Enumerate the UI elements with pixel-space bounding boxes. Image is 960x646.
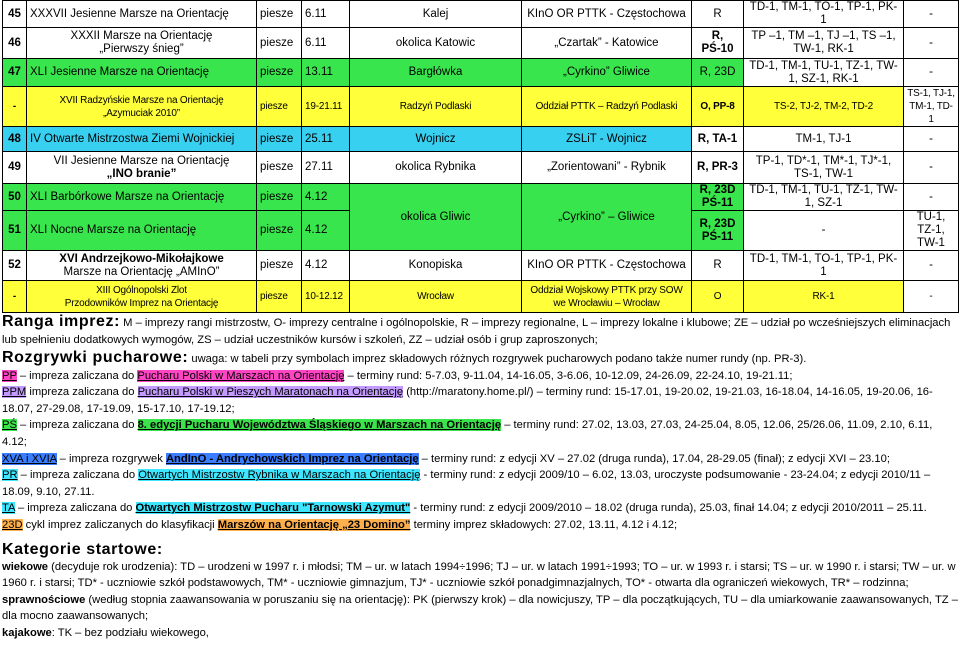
event-date: 10-12.12 bbox=[302, 281, 350, 313]
ps-text-a: – impreza zaliczana do bbox=[16, 419, 138, 432]
event-number: 46 bbox=[3, 28, 27, 59]
kajakowe-line bbox=[2, 625, 958, 642]
event-type: piesze bbox=[257, 211, 302, 251]
event-name: IV Otwarte Mistrzostwa Ziemi Wojnickiej bbox=[27, 127, 257, 152]
pr-name: Otwartych Mistrzostw Rybnika w Marszach na Orientację bbox=[138, 469, 421, 482]
ppm-text-b: (http://maratony.home.pl/) – terminy rund: 15-17.01, 19-20.02, 19-21.03, 16-18.04, 14-16.05, 19-20.06, 16-18.07, 27-29.08, 17-19.09, 15-17.10, 17-19.12; bbox=[2, 386, 933, 415]
event-rank: R bbox=[692, 251, 744, 281]
table-row bbox=[3, 28, 959, 59]
event-number: - bbox=[3, 281, 27, 313]
pp-text-a: – impreza zaliczana do bbox=[16, 369, 138, 382]
table-row bbox=[3, 281, 959, 313]
ta-name: Otwartych Mistrzostw Pucharu "Tarnowski Azymut" bbox=[135, 502, 411, 515]
event-extra: - bbox=[904, 251, 959, 281]
event-name-line2: „Pierwszy śnieg” bbox=[99, 43, 184, 55]
event-date: 27.11 bbox=[302, 152, 350, 184]
wiekowe-text: (decyduje rok urodzenia): TD – urodzeni w 1997 r. i młodsi; TM – ur. w latach 1994÷1996; TJ – ur. w latach 1991÷1993; TO – ur. w 1993 r. i starsi; TS – ur. w 1990 r. i starsi; TW – ur. w 1960 r. i starsi; TD* - uczniowie szkół podstawowych, TM* - uczniowie gimnazjum, TJ* - uczniowie szkół ponadgimnazjalnych, TO* - otwarta dla ograniczeń wiekowych, TR* – rodzinna; bbox=[2, 560, 956, 590]
event-number: 47 bbox=[3, 59, 27, 87]
event-extra: - bbox=[904, 281, 959, 313]
event-type: piesze bbox=[257, 1, 302, 28]
event-categories: RK-1 bbox=[744, 281, 904, 313]
pp-text-b: – terminy rund: 5-7.03, 9-11.04, 14-16.05, 3-6.06, 10-12.09, 24-26.09, 22-24.10, 19-21.11; bbox=[344, 369, 793, 382]
event-place: Radzyń Podlaski bbox=[350, 87, 522, 127]
events-table bbox=[2, 0, 959, 313]
event-type: piesze bbox=[257, 28, 302, 59]
ranga-text: M – imprezy rangi mistrzostw, O- imprezy centralne i ogólnopolskie, R – imprezy regionalne, L – imprezy lokalne i klubowe; ZE – udział po wcześniejszych eliminacjach lub spełnieniu dodatkowych wymogów, ZS – udział uczestników kursów i szkoleń, ZZ – udział osób i grup zaproszonych; bbox=[2, 317, 951, 346]
ps-line bbox=[2, 417, 958, 450]
event-number: - bbox=[3, 87, 27, 127]
event-extra: - bbox=[904, 28, 959, 59]
event-organizer-line1: Oddział Wojskowy PTTK przy SOW bbox=[530, 284, 683, 296]
event-place: Wrocław bbox=[350, 281, 522, 313]
event-date: 4.12 bbox=[302, 184, 350, 211]
event-number: 48 bbox=[3, 127, 27, 152]
kajakowe-label: kajakowe bbox=[2, 626, 52, 639]
d23-line bbox=[2, 517, 958, 534]
event-name: XLI Barbórkowe Marsze na Orientację bbox=[27, 184, 257, 211]
event-name-line1: VII Jesienne Marsze na Orientację bbox=[53, 154, 230, 167]
event-name bbox=[27, 281, 257, 313]
event-rank: R, TA-1 bbox=[692, 127, 744, 152]
ppm-line bbox=[2, 384, 958, 417]
xva-text-a: – impreza rozgrywek bbox=[56, 452, 166, 465]
ppm-name: Pucharu Polski w Pieszych Maratonach na Orientację bbox=[137, 386, 404, 399]
kategorie-section bbox=[2, 542, 958, 642]
d23-text-a: cykl imprez zaliczanych do klasyfikacji bbox=[22, 518, 218, 531]
pr-text-a: – impreza zaliczana do bbox=[17, 469, 139, 482]
pp-code: PP bbox=[2, 369, 17, 382]
event-categories: TM-1, TJ-1 bbox=[744, 127, 904, 152]
pp-name: Pucharu Polski w Marszach na Orientację bbox=[137, 369, 345, 382]
ps-text-b: – terminy rund: 27.02, 13.03, 27.03, 24-25.04, 8.05, 12.06, 25/26.06, 11.09, 2.10, 6.11, 4.12; bbox=[2, 419, 933, 448]
event-name bbox=[27, 87, 257, 127]
event-rank: R, PŚ-10 bbox=[692, 28, 744, 59]
event-organizer: „Cyrkino” – Gliwice bbox=[522, 184, 692, 251]
ta-code: TA bbox=[2, 502, 15, 515]
table-row bbox=[3, 251, 959, 281]
sprawnosciowe-text: (według stopnia zaawansowania w poruszaniu się na orientację): PK (pierwszy krok) – dla nowicjuszy, TP – dla początkujących, TU – dla umiarkowanie zaawansowanych, TZ – dla mocno zaawansowanych; bbox=[2, 593, 958, 623]
event-categories: TD-1, TM-1, TO-1, TP-1, PK-1 bbox=[744, 1, 904, 28]
event-number: 49 bbox=[3, 152, 27, 184]
ppm-code: PPM bbox=[2, 386, 27, 399]
event-categories: TD-1, TM-1, TO-1, TP-1, PK-1 bbox=[744, 251, 904, 281]
event-date: 4.12 bbox=[302, 251, 350, 281]
event-rank: R, 23D PŚ-11 bbox=[692, 184, 744, 211]
event-organizer: ZSLiT - Wojnicz bbox=[522, 127, 692, 152]
table-row bbox=[3, 59, 959, 87]
event-name bbox=[27, 251, 257, 281]
event-categories: TP –1, TM –1, TJ –1, TS –1, TW-1, RK-1 bbox=[744, 28, 904, 59]
event-name bbox=[27, 28, 257, 59]
event-extra: - bbox=[904, 1, 959, 28]
ranga-title: Ranga imprez: bbox=[2, 313, 121, 330]
table-row bbox=[3, 184, 959, 211]
event-extra: - bbox=[904, 184, 959, 211]
event-rank: O, PP-8 bbox=[692, 87, 744, 127]
event-categories: TP-1, TD*-1, TM*-1, TJ*-1, TS-1, TW-1 bbox=[744, 152, 904, 184]
d23-name: Marszów na Orientację „23 Domino” bbox=[217, 518, 411, 531]
event-organizer: „Zorientowani” - Rybnik bbox=[522, 152, 692, 184]
event-number: 45 bbox=[3, 1, 27, 28]
event-place: Konopiska bbox=[350, 251, 522, 281]
event-rank: R bbox=[692, 1, 744, 28]
event-type: piesze bbox=[257, 281, 302, 313]
event-name: XLI Jesienne Marsze na Orientację bbox=[27, 59, 257, 87]
event-name-line1: XIII Ogólnopolski Zlot bbox=[96, 284, 187, 296]
event-extra: TS-1, TJ-1, TM-1, TD-1 bbox=[904, 87, 959, 127]
event-number: 50 bbox=[3, 184, 27, 211]
event-date: 13.11 bbox=[302, 59, 350, 87]
event-categories: - bbox=[744, 211, 904, 251]
event-date: 25.11 bbox=[302, 127, 350, 152]
event-number: 52 bbox=[3, 251, 27, 281]
event-name: XXXVII Jesienne Marsze na Orientację bbox=[27, 1, 257, 28]
event-organizer: „Czartak” - Katowice bbox=[522, 28, 692, 59]
ps-name: 8. edycji Pucharu Województwa Śląskiego w Marszach na Orientację bbox=[137, 419, 502, 432]
event-name-line1: XVII Radzyńskie Marsze na Orientację bbox=[59, 94, 224, 106]
ta-line bbox=[2, 500, 958, 517]
event-place: Wojnicz bbox=[350, 127, 522, 152]
event-rank: R, 23D PŚ-11 bbox=[692, 211, 744, 251]
event-categories: TS-2, TJ-2, TM-2, TD-2 bbox=[744, 87, 904, 127]
event-name-line2: „INO branie” bbox=[106, 167, 177, 180]
ta-text-a: – impreza zaliczana do bbox=[14, 502, 136, 515]
event-name: XLI Nocne Marsze na Orientację bbox=[27, 211, 257, 251]
event-extra: TU-1, TZ-1, TW-1 bbox=[904, 211, 959, 251]
event-type: piesze bbox=[257, 184, 302, 211]
xva-code: XVA i XVIA bbox=[2, 452, 57, 465]
event-type: piesze bbox=[257, 251, 302, 281]
table-row bbox=[3, 152, 959, 184]
event-extra: - bbox=[904, 59, 959, 87]
event-extra: - bbox=[904, 152, 959, 184]
pp-line bbox=[2, 368, 958, 385]
event-name-line2: Przodowników Imprez na Orientację bbox=[64, 297, 219, 309]
event-rank: R, PR-3 bbox=[692, 152, 744, 184]
event-place: okolica Rybnika bbox=[350, 152, 522, 184]
kajakowe-text: : TK – bez podziału wiekowego, bbox=[51, 626, 209, 639]
rozgrywki-section bbox=[2, 350, 958, 534]
pr-text-b: - terminy rund: z edycji 2009/10 – 6.02, 13.03, uroczyste podsumowanie - 23-24.04; z edycji 2010/11 – 18.09, 9.10, 27.11. bbox=[2, 469, 931, 498]
event-organizer: KInO OR PTTK - Częstochowa bbox=[522, 1, 692, 28]
event-type: piesze bbox=[257, 127, 302, 152]
event-number: 51 bbox=[3, 211, 27, 251]
ppm-text-a: impreza zaliczana do bbox=[26, 386, 138, 399]
ps-code: PŚ bbox=[2, 419, 17, 432]
event-place: okolica Gliwic bbox=[350, 184, 522, 251]
event-name bbox=[27, 152, 257, 184]
event-organizer: Oddział PTTK – Radzyń Podlaski bbox=[522, 87, 692, 127]
event-place: okolica Katowic bbox=[350, 28, 522, 59]
xva-line bbox=[2, 451, 958, 468]
ta-text-b: - terminy rund: z edycji 2009/2010 – 18.02 (druga runda), 25.03, finał 14.04; z edycji 2010/2011 – 25.11. bbox=[410, 502, 927, 515]
event-rank: R, 23D bbox=[692, 59, 744, 87]
event-type: piesze bbox=[257, 59, 302, 87]
xva-text-b: – terminy rund: z edycji XV – 27.02 (druga runda), 17.04, 28-29.05 (finał); z edycji XVI – 23.10; bbox=[418, 452, 890, 465]
event-categories: TD-1, TM-1, TU-1, TZ-1, TW-1, SZ-1 bbox=[744, 184, 904, 211]
rozgrywki-intro: uwaga: w tabeli przy symbolach imprez składowych różnych rozgrywek pucharowych podano także numer rundy (np. PR-3). bbox=[191, 353, 807, 365]
event-name-line2: Marsze na Orientację „AMInO” bbox=[63, 265, 220, 278]
event-type: piesze bbox=[257, 87, 302, 127]
event-name-line1: XXXII Marsze na Orientację bbox=[70, 30, 213, 42]
table-row bbox=[3, 1, 959, 28]
kategorie-title: Kategorie startowe: bbox=[2, 541, 163, 558]
xva-name: AndInO - Andrychowskich Imprez na Orientację bbox=[165, 452, 419, 465]
event-organizer bbox=[522, 281, 692, 313]
sprawnosciowe-line bbox=[2, 592, 958, 625]
event-date: 6.11 bbox=[302, 28, 350, 59]
rozgrywki-title: Rozgrywki pucharowe: bbox=[2, 349, 189, 366]
pr-code: PR bbox=[2, 469, 18, 482]
event-name-line2: „Azymuciak 2010” bbox=[103, 107, 180, 119]
event-rank: O bbox=[692, 281, 744, 313]
event-place: Bargłówka bbox=[350, 59, 522, 87]
ranga-section bbox=[2, 314, 958, 348]
event-organizer: „Cyrkino” Gliwice bbox=[522, 59, 692, 87]
event-categories: TD-1, TM-1, TU-1, TZ-1, TW-1, SZ-1, RK-1 bbox=[744, 59, 904, 87]
sprawnosciowe-label: sprawnościowe bbox=[2, 593, 86, 606]
d23-code: 23D bbox=[2, 518, 23, 531]
pr-line bbox=[2, 467, 958, 500]
event-date: 19-21.11 bbox=[302, 87, 350, 127]
event-organizer-line2: we Wrocławiu – Wrocław bbox=[553, 297, 660, 309]
table-row bbox=[3, 87, 959, 127]
event-extra: - bbox=[904, 127, 959, 152]
table-row bbox=[3, 127, 959, 152]
event-type: piesze bbox=[257, 152, 302, 184]
wiekowe-label: wiekowe bbox=[2, 560, 49, 573]
event-date: 4.12 bbox=[302, 211, 350, 251]
d23-text-b: terminy imprez składowych: 27.02, 13.11, 4.12 i 4.12; bbox=[410, 518, 678, 531]
event-organizer: KInO OR PTTK - Częstochowa bbox=[522, 251, 692, 281]
wiekowe-line bbox=[2, 559, 958, 592]
event-place: Kalej bbox=[350, 1, 522, 28]
event-date: 6.11 bbox=[302, 1, 350, 28]
event-name-line1: XVI Andrzejkowo-Mikołajkowe bbox=[59, 252, 224, 265]
